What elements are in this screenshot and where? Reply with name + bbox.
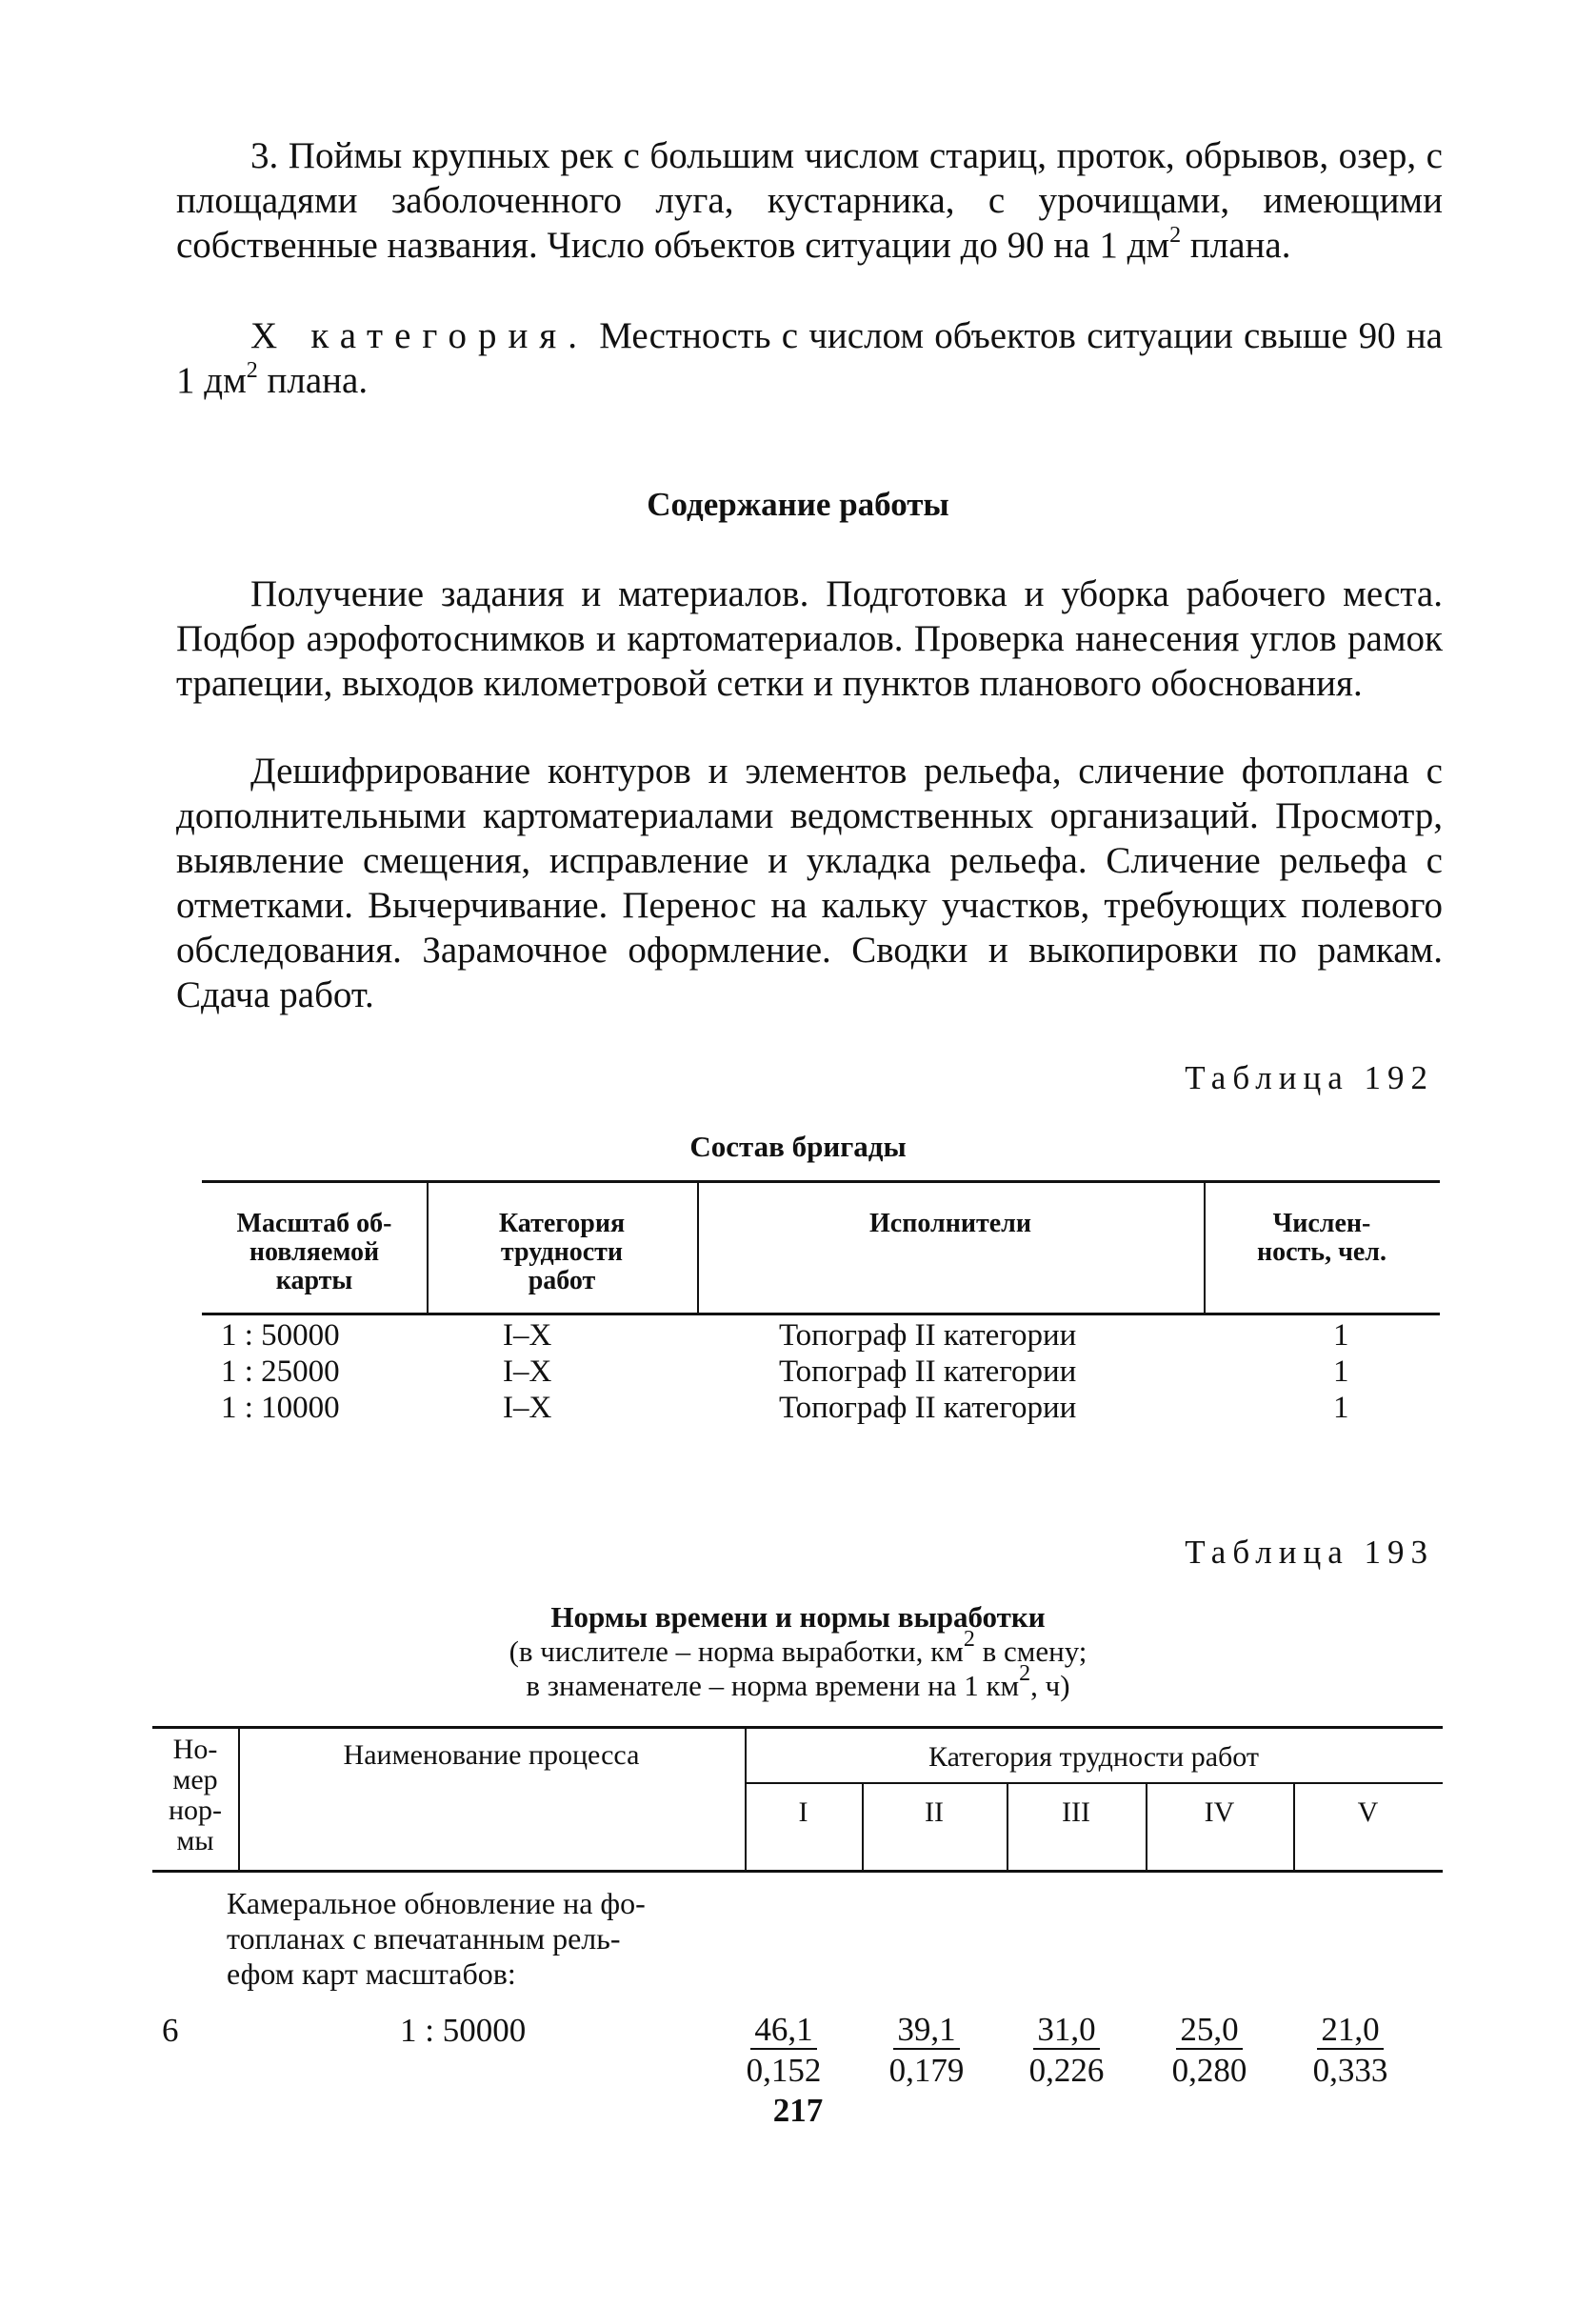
norm-output: 25,0 bbox=[1176, 2012, 1242, 2050]
table-193-label: Таблица 193 bbox=[1185, 1534, 1434, 1571]
section-line: ефом карт масштабов: bbox=[227, 1956, 516, 1991]
norm-output: 21,0 bbox=[1317, 2012, 1383, 2050]
section-line: Камеральное обновление на фо- bbox=[227, 1886, 646, 1920]
header-line: нор- bbox=[168, 1795, 223, 1826]
work-heading: Содержание работы bbox=[647, 486, 949, 523]
norm-output: 31,0 bbox=[1033, 2012, 1099, 2050]
category-tail: плана. bbox=[257, 360, 369, 401]
header-process: Наименование процесса bbox=[343, 1739, 640, 1771]
cell-scale: 1 : 50000 bbox=[221, 1318, 340, 1353]
cell-executor: Топограф II категории bbox=[779, 1354, 1077, 1389]
row-scale: 1 : 50000 bbox=[400, 2012, 527, 2049]
cell-category: I–X bbox=[503, 1354, 552, 1389]
header-line: работ bbox=[528, 1266, 596, 1295]
work-paragraph-1: Получение задания и материалов. Подготовка и уборка рабочего места. Подбор аэрофотоснимков и картоматериалов. Проверка нанесения углов рамок трапеции, выходов километровой сетки и пунктов планового обоснования. bbox=[176, 573, 1443, 704]
table-193-header bbox=[152, 1726, 1443, 1873]
header-line: трудности bbox=[500, 1237, 624, 1267]
norm-time: 0,333 bbox=[1312, 2052, 1388, 2089]
category-text: Местность с числом объектов ситуации свыше 90 на 1 дм bbox=[176, 315, 1443, 401]
header-category-2: II bbox=[925, 1796, 944, 1828]
cell-scale: 1 : 25000 bbox=[221, 1354, 340, 1389]
header-category-5: V bbox=[1357, 1796, 1379, 1828]
norm-time: 0,280 bbox=[1171, 2052, 1247, 2089]
cell-count: 1 bbox=[1333, 1354, 1349, 1389]
norm-output: 46,1 bbox=[750, 2012, 816, 2050]
subtitle-2-tail: , ч) bbox=[1030, 1669, 1070, 1702]
column-divider bbox=[697, 1183, 699, 1313]
subtitle-1-sup: 2 bbox=[963, 1627, 975, 1652]
cell-count: 1 bbox=[1333, 1318, 1349, 1353]
header-count bbox=[1204, 1210, 1440, 1267]
norm-value-cat-4 bbox=[1152, 2010, 1267, 2092]
table-193-subtitle-2 bbox=[0, 1661, 1596, 1703]
norm-value-cat-3 bbox=[1009, 2010, 1124, 2092]
header-line: ность, чел. bbox=[1256, 1237, 1387, 1267]
header-number bbox=[152, 1735, 238, 1856]
paragraph-item-3 bbox=[176, 133, 1443, 268]
cell-category: I–X bbox=[503, 1391, 552, 1425]
norm-value-cat-2 bbox=[869, 2010, 984, 2092]
header-executors bbox=[697, 1210, 1204, 1238]
header-line: мер bbox=[172, 1764, 218, 1795]
table-193-subtitle-1 bbox=[0, 1627, 1596, 1669]
page-number: 217 bbox=[772, 2092, 824, 2129]
cell-category: I–X bbox=[503, 1318, 552, 1353]
category-label: X категория. bbox=[250, 315, 589, 356]
header-line: Числен- bbox=[1272, 1209, 1371, 1238]
cell-scale: 1 : 10000 bbox=[221, 1391, 340, 1425]
paragraph-category-x bbox=[176, 313, 1443, 403]
row-divider bbox=[745, 1782, 1443, 1784]
norm-value-cat-5 bbox=[1293, 2010, 1407, 2092]
subtitle-1-tail: в смену; bbox=[974, 1635, 1087, 1668]
work-paragraph-2: Дешифрирование контуров и элементов рельефа, сличение фотоплана с дополнительными картоматериалами ведомственных организаций. Просмотр, выявление смещения, исправление и укладка рельефа. Сличение рельефа с отметками. Вычерчивание. Перенос на кальку участков, требующих полевого обследования. Зарамочное оформление. Сводки и выкопировки по рамкам. Сдача работ. bbox=[176, 751, 1443, 1015]
table-192-header bbox=[202, 1180, 1440, 1315]
section-line: топланах с впечатанным рель- bbox=[227, 1921, 621, 1956]
header-line: Но- bbox=[172, 1734, 218, 1765]
norm-output: 39,1 bbox=[893, 2012, 959, 2050]
header-line: новляемой bbox=[249, 1237, 380, 1267]
header-line: мы bbox=[176, 1825, 214, 1856]
header-scale bbox=[202, 1210, 427, 1295]
item3-sup: 2 bbox=[1169, 223, 1182, 248]
norm-time: 0,226 bbox=[1028, 2052, 1105, 2089]
item3-tail: плана. bbox=[1181, 225, 1291, 266]
norm-time: 0,152 bbox=[746, 2052, 822, 2089]
header-line: Исполнители bbox=[869, 1209, 1031, 1238]
subtitle-2-sup: 2 bbox=[1019, 1661, 1031, 1686]
header-category-4: IV bbox=[1204, 1796, 1235, 1828]
section-description bbox=[227, 1886, 646, 1992]
cell-executor: Топограф II категории bbox=[779, 1318, 1077, 1353]
header-line: Категория bbox=[498, 1209, 626, 1238]
category-sup: 2 bbox=[246, 358, 258, 383]
row-number: 6 bbox=[162, 2012, 179, 2049]
norm-value-cat-1 bbox=[727, 2010, 841, 2092]
header-line: Масштаб об- bbox=[236, 1209, 392, 1238]
header-category bbox=[427, 1210, 697, 1295]
subtitle-1-text: (в числителе – норма выработки, км bbox=[509, 1635, 964, 1668]
header-categories: Категория трудности работ bbox=[928, 1741, 1260, 1773]
header-category-1: I bbox=[798, 1796, 808, 1828]
cell-executor: Топограф II категории bbox=[779, 1391, 1077, 1425]
subtitle-2-text: в знаменателе – норма времени на 1 км bbox=[526, 1669, 1020, 1702]
header-category-3: III bbox=[1062, 1796, 1090, 1828]
norm-time: 0,179 bbox=[888, 2052, 965, 2089]
header-line: карты bbox=[275, 1266, 353, 1295]
table-193-title: Нормы времени и нормы выработки bbox=[550, 1600, 1046, 1634]
cell-count: 1 bbox=[1333, 1391, 1349, 1425]
table-192-label: Таблица 192 bbox=[1185, 1059, 1434, 1096]
item3-text: 3. Поймы крупных рек с большим числом стариц, проток, обрывов, озер, с площадями заболоченного луга, кустарника, с урочищами, имеющими собственные названия. Число объектов ситуации до 90 на 1 дм bbox=[176, 135, 1443, 266]
table-192-title: Состав бригады bbox=[689, 1130, 907, 1163]
